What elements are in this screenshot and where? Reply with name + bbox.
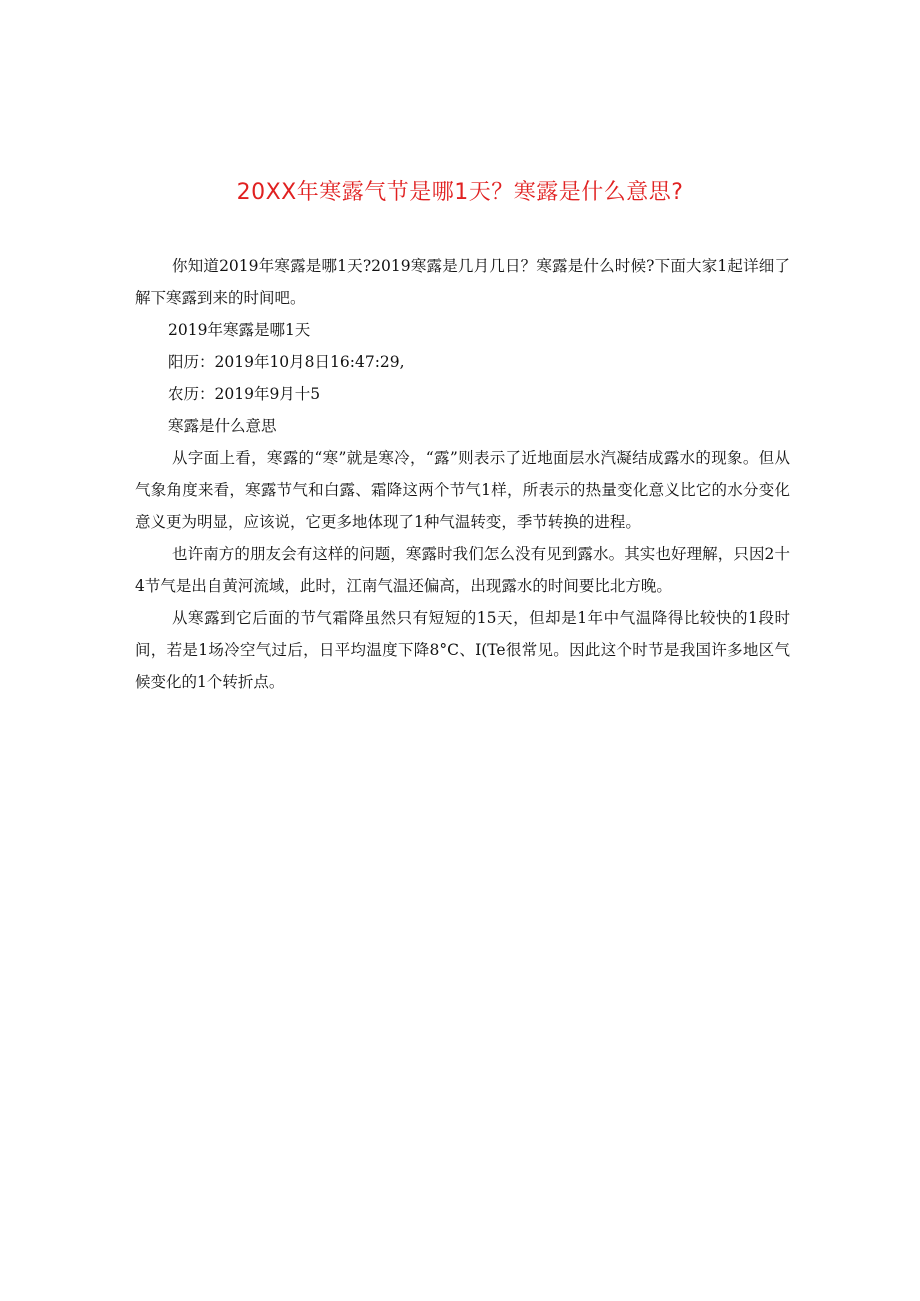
document-body [135,250,790,698]
section-heading-date: 2019年寒露是哪1天 [168,321,311,339]
lunar-date-line: 农历：2019年9月十5 [168,385,321,403]
solar-date-line: 阳历：2019年10月8日16:47:29, [168,353,405,371]
document-title: 20XX年寒露气节是哪1天？寒露是什么意思? [236,180,684,205]
intro-paragraph: 你知道2019年寒露是哪1天?2019寒露是几月几日？寒露是什么时候?下面大家1起详细了解下寒露到来的时间吧。 [135,257,790,307]
section-heading-meaning: 寒露是什么意思 [168,417,277,435]
south-dew-paragraph: 也许南方的朋友会有这样的问题，寒露时我们怎么没有见到露水。其实也好理解，只因2十4节气是出自黄河流域，此时，江南气温还偏高，出现露水的时间要比北方晚。 [135,545,790,595]
temperature-paragraph: 从寒露到它后面的节气霜降虽然只有短短的15天，但却是1年中气温降得比较快的1段时间，若是1场冷空气过后，日平均温度下降8°C、I(Te很常见。因此这个时节是我国许多地区气候变化的1个转折点。 [135,609,790,691]
meaning-paragraph: 从字面上看，寒露的“寒”就是寒冷，“露”则表示了近地面层水汽凝结成露水的现象。但从气象角度来看，寒露节气和白露、霜降这两个节气1样，所表示的热量变化意义比它的水分变化意义更为明显，应该说，它更多地体现了1种气温转变，季节转换的进程。 [135,449,790,531]
